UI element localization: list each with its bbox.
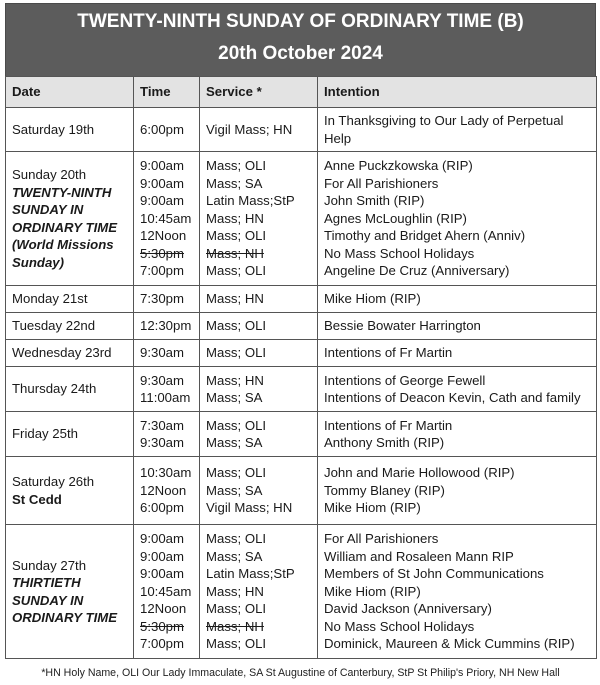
feast-label: ORDINARY TIME [12, 610, 118, 625]
time-value: 7:30pm [140, 291, 184, 307]
feast-label: St Cedd [12, 491, 62, 507]
service-value: Mass; HN [206, 372, 264, 388]
service-value: Mass; SA [206, 435, 263, 450]
intention-cell [318, 457, 597, 525]
date-cell [6, 525, 134, 659]
time-cell [134, 313, 200, 340]
time-cell [134, 340, 200, 367]
time-value: 6:00pm [140, 500, 184, 516]
service-value: Mass; OLI [206, 158, 267, 174]
date-cell [6, 152, 134, 286]
intention-value: John and Marie Hollowood (RIP) [324, 465, 515, 481]
date-cell [6, 286, 134, 313]
intention-cell [318, 286, 597, 313]
intention-value: Mike Hiom (RIP) [324, 291, 421, 307]
table-row [6, 525, 597, 659]
table-row [6, 412, 597, 457]
date-cell [6, 457, 134, 525]
date-cell [6, 340, 134, 367]
service-cell [200, 313, 318, 340]
time-value: 10:45am [140, 583, 192, 599]
column-header-intention: Intention [318, 77, 597, 108]
service-value: Mass; HN [206, 291, 264, 307]
schedule-body [6, 108, 597, 659]
date-cell [6, 367, 134, 412]
time-value: 7:00pm [140, 263, 184, 279]
intention-value: Agnes McLoughlin (RIP) [324, 210, 467, 226]
service-value: Latin Mass;StP [206, 193, 295, 209]
intention-value: John Smith (RIP) [324, 193, 425, 209]
intention-cell [318, 313, 597, 340]
intention-cell [318, 412, 597, 457]
service-value: Mass; NH [206, 245, 264, 261]
service-value: Mass; OLI [206, 417, 267, 433]
intention-value: For All Parishioners [324, 531, 439, 547]
table-row [6, 286, 597, 313]
service-value: Mass; OLI [206, 636, 267, 652]
intention-value: Anthony Smith (RIP) [324, 435, 445, 450]
intention-value: Bessie Bowater Harrington [324, 318, 481, 334]
intention-cell [318, 152, 597, 286]
feast-label: THIRTIETH [12, 575, 81, 590]
time-value: 10:30am [140, 465, 192, 481]
service-value: Mass; OLI [206, 465, 267, 481]
day-label: Friday 25th [12, 426, 78, 442]
service-value: Mass; SA [206, 548, 263, 564]
service-cell [200, 108, 318, 152]
service-value: Latin Mass;StP [206, 566, 295, 582]
service-value: Mass; SA [206, 175, 263, 191]
time-cell [134, 286, 200, 313]
table-row [6, 340, 597, 367]
intention-value: Dominick, Maureen & Mick Cummins (RIP) [324, 636, 575, 652]
table-row [6, 457, 597, 525]
service-cell [200, 340, 318, 367]
service-value: Mass; SA [206, 482, 263, 498]
time-value: 12Noon [140, 228, 187, 244]
intention-value: Timothy and Bridget Ahern (Anniv) [324, 228, 526, 244]
time-value: 6:00pm [140, 121, 184, 137]
service-value: Mass; HN [206, 583, 264, 599]
service-cell [200, 367, 318, 412]
time-cell [134, 412, 200, 457]
column-header-service: Service * [200, 77, 318, 108]
day-label: Monday 21st [12, 291, 88, 307]
service-value: Mass; OLI [206, 318, 267, 334]
service-value: Mass; NH [206, 618, 264, 634]
time-value: 10:45am [140, 210, 192, 226]
date-cell [6, 108, 134, 152]
time-cell [134, 367, 200, 412]
intention-value: Intentions of Fr Martin [324, 417, 453, 433]
intention-value: David Jackson (Anniversary) [324, 601, 492, 617]
time-value: 9:00am [140, 566, 184, 582]
intention-value: In Thanksgiving to Our Lady of Perpetual Help [324, 113, 564, 146]
day-label: Saturday 19th [12, 121, 95, 137]
service-value: Mass; HN [206, 210, 264, 226]
feast-label: Sunday) [12, 254, 65, 270]
table-row [6, 313, 597, 340]
time-value: 9:00am [140, 548, 184, 564]
feast-label: SUNDAY IN [12, 202, 84, 217]
time-value: 9:30am [140, 345, 184, 361]
time-value: 5:30pm [140, 618, 184, 634]
time-value: 9:00am [140, 193, 184, 209]
time-cell [134, 457, 200, 525]
table-row [6, 152, 597, 286]
page-title: TWENTY-NINTH SUNDAY OF ORDINARY TIME (B) [77, 11, 524, 32]
time-value: 12:30pm [140, 318, 192, 334]
time-value: 11:00am [140, 390, 191, 405]
service-value: Mass; OLI [206, 263, 267, 279]
time-value: 9:30am [140, 372, 184, 388]
time-cell [134, 525, 200, 659]
page-date: 20th October 2024 [218, 43, 383, 64]
time-cell [134, 152, 200, 286]
intention-value: Angeline De Cruz (Anniversary) [324, 263, 510, 279]
day-label: Sunday 27th [12, 557, 87, 573]
intention-value: William and Rosaleen Mann RIP [324, 548, 514, 564]
intention-value: Intentions of Deacon Kevin, Cath and family [324, 390, 581, 405]
feast-label: (World Missions [12, 237, 114, 252]
service-value: Vigil Mass; HN [206, 500, 293, 516]
day-label: Wednesday 23rd [12, 345, 112, 361]
time-value: 12Noon [140, 482, 187, 498]
feast-label: ORDINARY TIME [12, 219, 118, 235]
intention-value: Intentions of Fr Martin [324, 345, 453, 361]
date-cell [6, 412, 134, 457]
intention-cell [318, 525, 597, 659]
time-value: 7:30am [140, 417, 184, 433]
day-label: Saturday 26th [12, 474, 95, 489]
time-value: 12Noon [140, 601, 187, 617]
service-value: Vigil Mass; HN [206, 121, 293, 137]
intention-value: Mike Hiom (RIP) [324, 583, 421, 599]
intention-value: Mike Hiom (RIP) [324, 500, 421, 516]
time-value: 9:00am [140, 175, 184, 191]
service-cell [200, 457, 318, 525]
intention-value: Intentions of George Fewell [324, 372, 486, 388]
feast-label: TWENTY-NINTH [12, 184, 112, 200]
intention-value: Tommy Blaney (RIP) [324, 482, 445, 498]
intention-value: For All Parishioners [324, 175, 439, 191]
table-row [6, 367, 597, 412]
date-cell [6, 313, 134, 340]
service-cell [200, 525, 318, 659]
time-value: 9:00am [140, 158, 184, 174]
time-value: 7:00pm [140, 636, 184, 652]
day-label: Sunday 20th [12, 167, 87, 182]
service-value: Mass; OLI [206, 345, 267, 361]
column-header-time: Time [134, 77, 200, 108]
time-cell [134, 108, 200, 152]
intention-value: Members of St John Communications [324, 566, 544, 582]
service-cell [200, 152, 318, 286]
service-cell [200, 286, 318, 313]
day-label: Tuesday 22nd [12, 318, 96, 334]
service-value: Mass; OLI [206, 601, 267, 617]
intention-cell [318, 367, 597, 412]
service-value: Mass; SA [206, 390, 263, 405]
intention-cell [318, 340, 597, 367]
time-value: 5:30pm [140, 245, 184, 261]
intention-value: Anne Puckzkowska (RIP) [324, 158, 473, 174]
service-cell [200, 412, 318, 457]
column-header-date: Date [6, 77, 134, 108]
intention-cell [318, 108, 597, 152]
header-row [6, 77, 597, 108]
title-band [5, 3, 596, 76]
feast-label: SUNDAY IN [12, 592, 84, 608]
intention-value: No Mass School Holidays [324, 245, 475, 261]
time-value: 9:30am [140, 435, 184, 450]
footnote: *HN Holy Name, OLI Our Lady Immaculate, SA St Augustine of Canterbury, StP St Philip's Priory, NH New Hall [41, 667, 560, 679]
intention-value: No Mass School Holidays [324, 618, 475, 634]
service-value: Mass; OLI [206, 531, 267, 547]
mass-schedule-table [5, 76, 597, 659]
service-value: Mass; OLI [206, 228, 267, 244]
time-value: 9:00am [140, 531, 184, 547]
table-row [6, 108, 597, 152]
day-label: Thursday 24th [12, 381, 97, 397]
schedule-sheet [5, 3, 596, 679]
